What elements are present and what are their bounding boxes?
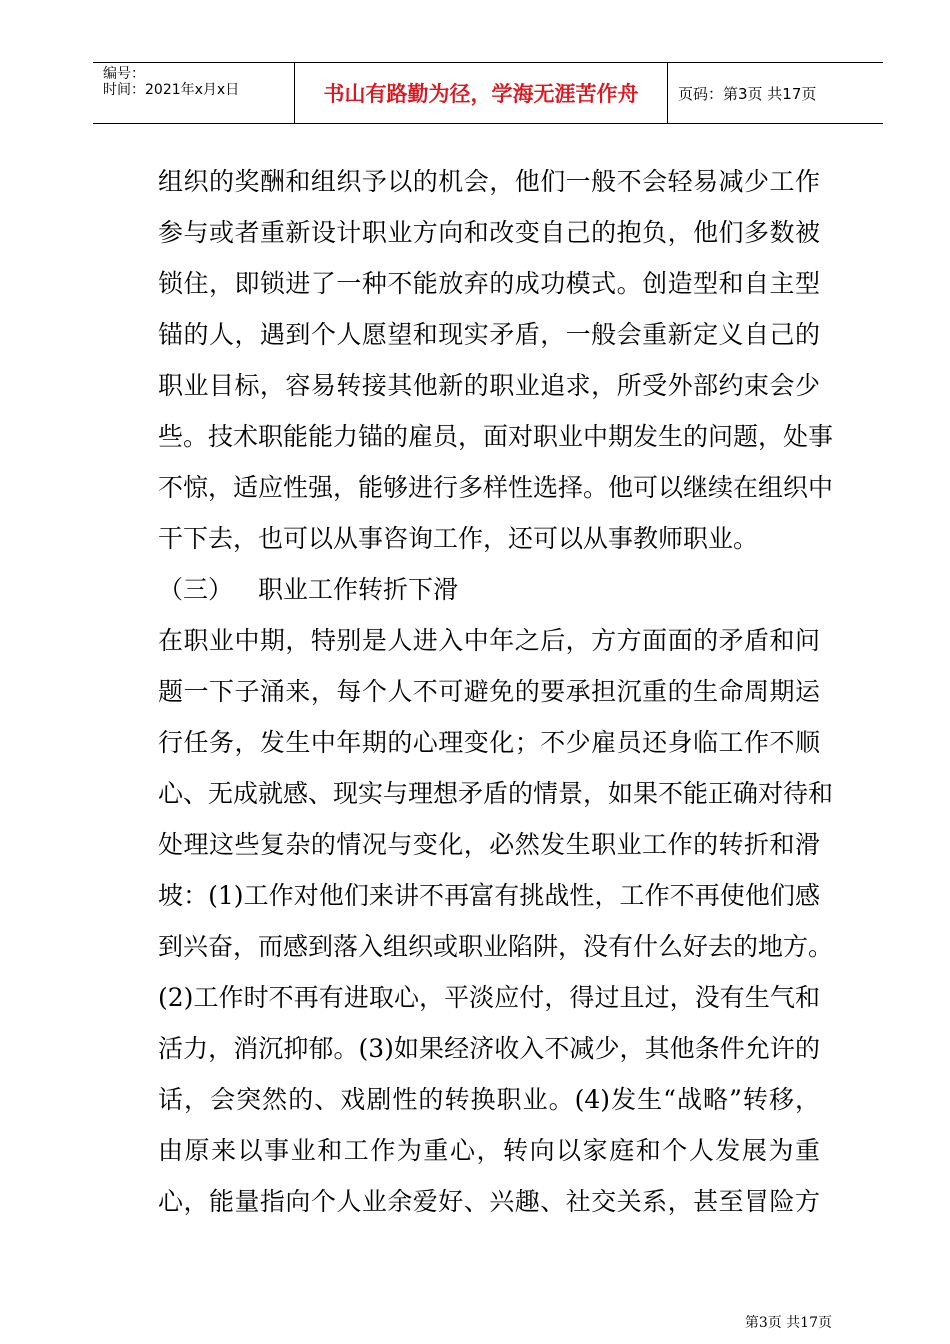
body-line: 干下去，也可以从事咨询工作，还可以从事教师职业。 bbox=[158, 524, 759, 553]
header-page-code: 页码：第3页 共17页 bbox=[678, 84, 817, 103]
section-title: 职业工作转折下滑 bbox=[258, 575, 459, 604]
page-header bbox=[93, 62, 883, 124]
body-line: 坡：(1)工作对他们来讲不再富有挑战性，工作不再使他们感 bbox=[158, 881, 820, 910]
header-motto: 书山有路勤为径，学海无涯苦作舟 bbox=[323, 82, 639, 106]
body-line: 在职业中期，特别是人进入中年之后，方方面面的矛盾和问 bbox=[158, 626, 820, 655]
body-line: (2)工作时不再有进取心，平淡应付，得过且过，没有生气和 bbox=[158, 983, 820, 1012]
body-line: 些。技术职能能力锚的雇员，面对职业中期发生的问题，处事 bbox=[158, 422, 834, 451]
header-page-cell bbox=[668, 63, 883, 123]
body-line: 心，能量指向个人业余爱好、兴趣、社交关系，甚至冒险方 bbox=[158, 1187, 820, 1216]
body-line: 锚的人，遇到个人愿望和现实矛盾，一般会重新定义自己的 bbox=[158, 320, 820, 349]
body-line: 组织的奖酬和组织予以的机会，他们一般不会轻易减少工作 bbox=[158, 167, 820, 196]
body-line: 不惊，适应性强，能够进行多样性选择。他可以继续在组织中 bbox=[158, 473, 834, 502]
body-line: 职业目标，容易转接其他新的职业追求，所受外部约束会少 bbox=[158, 371, 820, 400]
body-line: 题一下子涌来，每个人不可避免的要承担沉重的生命周期运 bbox=[158, 677, 820, 706]
number-label: 编号： bbox=[103, 66, 145, 82]
body-line: 锁住，即锁进了一种不能放弃的成功模式。创造型和自主型 bbox=[158, 269, 820, 298]
body-line: 行任务，发生中年期的心理变化；不少雇员还身临工作不顺 bbox=[158, 728, 820, 757]
header-motto-cell bbox=[295, 63, 668, 123]
document-body bbox=[158, 156, 834, 1227]
body-line: 参与或者重新设计职业方向和改变自己的抱负，他们多数被 bbox=[158, 218, 820, 247]
time-label: 时间：2021年x月x日 bbox=[103, 82, 240, 98]
header-meta-cell bbox=[93, 63, 295, 123]
body-line: 心、无成就感、现实与理想矛盾的情景，如果不能正确对待和 bbox=[158, 779, 834, 808]
body-line: 处理这些复杂的情况与变化，必然发生职业工作的转折和滑 bbox=[158, 830, 820, 859]
body-line: 由原来以事业和工作为重心，转向以家庭和个人发展为重 bbox=[158, 1136, 820, 1165]
section-heading bbox=[158, 564, 820, 615]
body-line: 活力，消沉抑郁。(3)如果经济收入不减少，其他条件允许的 bbox=[158, 1034, 820, 1063]
section-number: （三） bbox=[158, 575, 234, 604]
body-line: 到兴奋，而感到落入组织或职业陷阱，没有什么好去的地方。 bbox=[158, 932, 834, 961]
body-line: 话，会突然的、戏剧性的转换职业。(4)发生“战略”转移， bbox=[158, 1085, 820, 1114]
page-footer: 第3页 共17页 bbox=[744, 1315, 832, 1331]
